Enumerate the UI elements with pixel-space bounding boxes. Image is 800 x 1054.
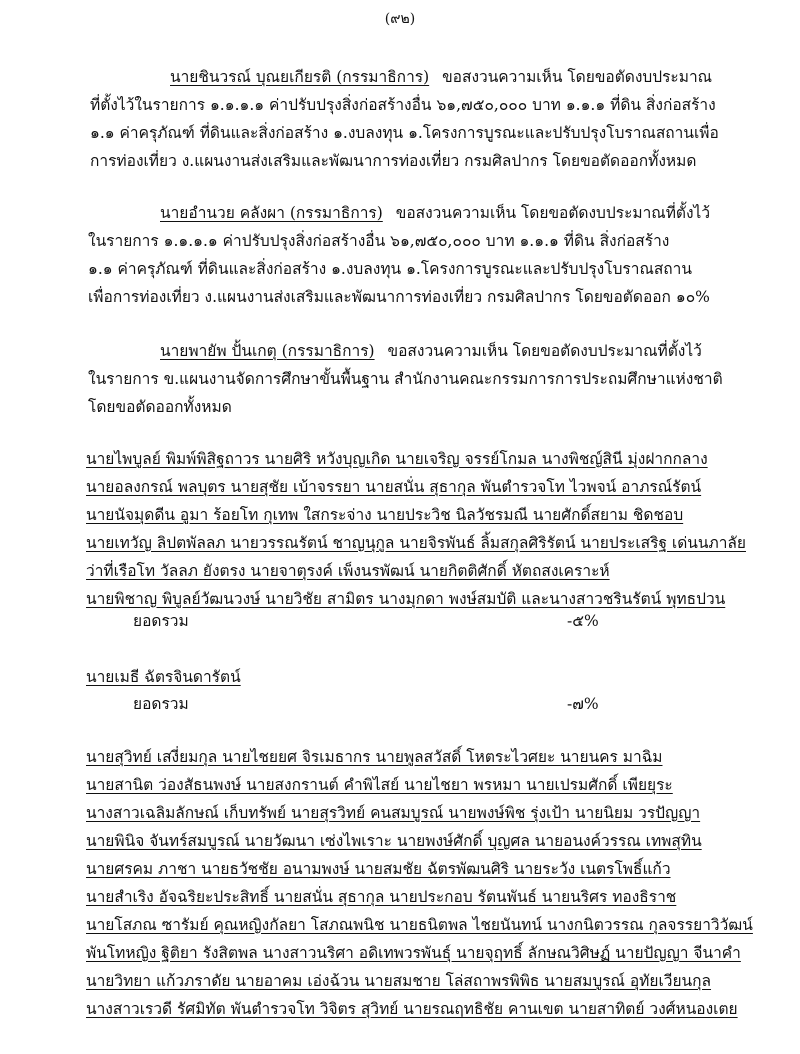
group-2-name: นายเมธี ฉัตรจินดารัตน์ <box>86 668 241 686</box>
group-3-names-line-8: พันโทหญิง ฐิติยา รังสิตพล นางสาวนริศา อดิเทพวรพันธุ์ นายจุฤทธิ์ ลักษณวิศิษฏ์ นายปัญญา จีนาคำ <box>86 944 741 962</box>
group-3-names-line-9: นายวิทยา แก้วภราดัย นายอาคม เอ่งฉ้วน นายสมชาย โล่สถาพรพิพิธ นายสมบูรณ์ อุทัยเวียนกุล <box>86 972 712 990</box>
opinion-3-line-2: ในรายการ ข.แผนงานจัดการศึกษาขั้นพื้นฐาน สำนักงานคณะกรรมการการประถมศึกษาแห่งชาติ <box>88 370 723 388</box>
opinion-1-name: นายชินวรณ์ บุณยเกียรติ (กรรมาธิการ) <box>170 68 430 86</box>
group-3-names-line-2: นายสานิต ว่องสัธนพงษ์ นายสงกรานต์ คำพิไสย์ นายไชยา พรหมา นายเปรมศักดิ์ เพียยุระ <box>86 776 673 794</box>
group-1-total-label: ยอดรวม <box>133 612 189 630</box>
group-3-names-line-1: นายสุวิทย์ เสงี่ยมกุล นายไชยยศ จิรเมธากร นายพูลสวัสดิ์ โหตระไวศยะ นายนคร มาฉิม <box>86 748 663 766</box>
group-1-names-line-5: ว่าที่เรือโท วัลลภ ยังตรง นายจาตุรงค์ เพ็งนรพัฒน์ นายกิตติศักดิ์ หัตถสงเคราะห์ <box>86 562 610 580</box>
opinion-3-line-1: ขอสงวนความเห็น โดยขอตัดงบประมาณที่ตั้งไว้ <box>387 342 702 360</box>
group-1-total-value: -๕% <box>567 612 599 630</box>
group-1-names-line-3: นายนัจมุดดีน อูมา ร้อยโท กุเทพ ใสกระจ่าง นายประวิช นิลวัชรมณี นายศักดิ์สยาม ชิดชอบ <box>86 506 684 524</box>
opinion-2-name: นายอำนวย คลังผา (กรรมาธิการ) <box>160 204 383 222</box>
group-3-names-line-6: นายสำเริง อัจฉริยะประสิทธิ์ นายสนั่น สุธากุล นายประกอบ รัตนพันธ์ นายนริศร ทองธิราช <box>86 888 677 906</box>
page-number: (๙๒) <box>384 11 416 27</box>
opinion-3-first-line <box>160 340 702 362</box>
opinion-2-line-4: เพื่อการท่องเที่ยว ง.แผนงานส่งเสริมและพัฒนาการท่องเที่ยว กรมศิลปากร โดยขอตัดออก ๑๐% <box>88 288 710 306</box>
group-1-names-line-1: นายไพบูลย์ พิมพ์พิสิฐถาวร นายศิริ หวังบุญเกิด นายเจริญ จรรย์โกมล นางพิชญ์สินี มุ่งฝากกลาง <box>86 450 708 468</box>
group-1-names-line-6: นายพิชาญ พิบูลย์วัฒนวงษ์ นายวิชัย สามิตร นางมุกดา พงษ์สมบัติ และนางสาวชรินรัตน์ พุทธปวน <box>86 590 726 608</box>
group-1-names-line-4: นายเทวัญ ลิปตพัลลภ นายวรรณรัตน์ ชาญนุกูล นายจิรพันธ์ ลิ้มสกุลศิริรัตน์ นายประเสริฐ เด่นนภาลัย <box>86 534 746 552</box>
group-2-total-value: -๗% <box>567 695 599 713</box>
group-3-names-line-5: นายศรคม ภาชา นายธวัชชัย อนามพงษ์ นายสมชัย ฉัตรพัฒนศิริ นายระวัง เนตรโพธิ์แก้ว <box>86 860 671 878</box>
group-3-names-line-3: นางสาวเฉลิมลักษณ์ เก็บทรัพย์ นายสุรวิทย์ คนสมบูรณ์ นายพงษ์พิช รุ่งเป้า นายนิยม วรปัญญา <box>86 804 701 822</box>
opinion-2-line-2: ในรายการ ๑.๑.๑.๑ ค่าปรับปรุงสิ่งก่อสร้างอื่น ๖๑,๗๕๐,๐๐๐ บาท ๑.๑.๑ ที่ดิน สิ่งก่อสร้าง <box>88 232 670 250</box>
opinion-2-first-line <box>160 202 710 224</box>
opinion-1-line-3: ๑.๑ ค่าครุภัณฑ์ ที่ดินและสิ่งก่อสร้าง ๑.งบลงทุน ๑.โครงการบูรณะและปรับปรุงโบราณสถานเพื่อ <box>90 124 719 142</box>
group-3-names-line-10: นางสาวเรวดี รัศมิทัต พันตำรวจโท วิจิตร สุวิทย์ นายรณฤทธิชัย คานเขต นายสาทิตย์ วงศ์หนองเตย <box>86 1000 738 1018</box>
group-2-total-label: ยอดรวม <box>133 695 189 713</box>
opinion-2-line-3: ๑.๑ ค่าครุภัณฑ์ ที่ดินและสิ่งก่อสร้าง ๑.งบลงทุน ๑.โครงการบูรณะและปรับปรุงโบราณสถาน <box>88 260 692 278</box>
opinion-1-line-2: ที่ตั้งไว้ในรายการ ๑.๑.๑.๑ ค่าปรับปรุงสิ่งก่อสร้างอื่น ๖๑,๗๕๐,๐๐๐ บาท ๑.๑.๑ ที่ดิน สิ่งก่อสร้าง <box>90 96 716 114</box>
opinion-3-line-3: โดยขอตัดออกทั้งหมด <box>88 398 232 416</box>
group-1-names-line-2: นายอลงกรณ์ พลบุตร นายสุชัย เบ้าจรรยา นายสนั่น สุธากุล พันตำรวจโท ไวพจน์ อาภรณ์รัตน์ <box>86 478 702 496</box>
group-3-names-line-4: นายพินิจ จันทร์สมบูรณ์ นายวัฒนา เซ่งไพเราะ นายพงษ์ศักดิ์ บุญศล นายอนงค์วรรณ เทพสุทิน <box>86 832 702 850</box>
opinion-1-line-1: ขอสงวนความเห็น โดยขอตัดงบประมาณ <box>442 68 713 86</box>
opinion-2-line-1: ขอสงวนความเห็น โดยขอตัดงบประมาณที่ตั้งไว้ <box>395 204 711 222</box>
opinion-1-line-4: การท่องเที่ยว ง.แผนงานส่งเสริมและพัฒนาการท่องเที่ยว กรมศิลปากร โดยขอตัดออกทั้งหมด <box>90 152 697 170</box>
opinion-3-name: นายพายัพ ปั้นเกตุ (กรรมาธิการ) <box>160 342 375 360</box>
group-3-names-line-7: นายโสภณ ซารัมย์ คุณหญิงกัลยา โสภณพนิช นายธนิตพล ไชยนันทน์ นางกนิตวรรณ กุลจรรยาวิวัฒน์ <box>86 916 753 934</box>
opinion-1-first-line <box>170 66 712 88</box>
